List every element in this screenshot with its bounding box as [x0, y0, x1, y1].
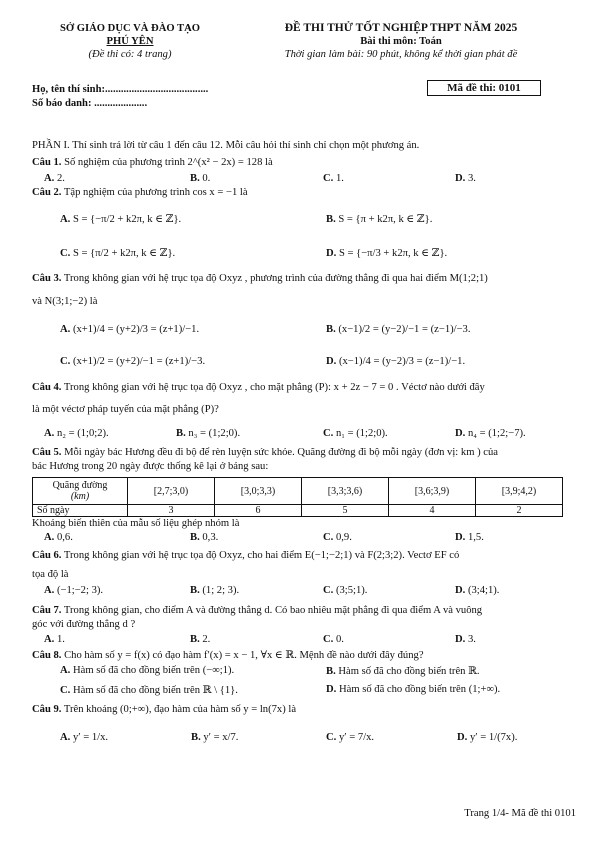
q4-option-d[interactable]: D. n₄ = (1;2;−7). — [455, 428, 526, 439]
province-name: PHÚ YÊN — [106, 36, 154, 47]
table-head-unit: (km) — [70, 491, 90, 502]
question-7 — [32, 605, 482, 616]
table-cell: 3 — [128, 505, 215, 517]
q7-option-d[interactable]: D. 3. — [455, 634, 476, 645]
question-text: Trong không gian với hệ trục tọa độ Oxyz , phương trình của đường thẳng đi qua hai điểm M(1;2;1) — [63, 273, 488, 284]
q1-option-c[interactable]: C. 1. — [323, 173, 344, 184]
option-letter: C. — [323, 532, 334, 543]
question-4 — [32, 382, 485, 393]
question-label: Câu 2. — [32, 187, 62, 198]
question-5-cont: bác Hương trong 20 ngày được thống kê lại ở bảng sau: — [32, 461, 269, 472]
q7-option-a[interactable]: A. 1. — [44, 634, 65, 645]
q3-option-b[interactable]: B. (x−1)/2 = (y−2)/−1 = (z−1)/−3. — [326, 324, 471, 335]
table-head-text: Quãng đường — [52, 480, 108, 491]
q3-option-c[interactable]: C. (x+1)/2 = (y+2)/−1 = (z+1)/−3. — [60, 356, 206, 367]
option-letter: D. — [455, 428, 466, 439]
q4-option-b[interactable]: B. n₃ = (1;2;0). — [176, 428, 241, 439]
option-letter: A. — [44, 173, 55, 184]
option-letter: D. — [326, 248, 337, 259]
q9-option-c[interactable]: C. y′ = 7/x. — [326, 732, 375, 743]
q3-option-d[interactable]: D. (x−1)/4 = (y−2)/3 = (z−1)/−1. — [326, 356, 466, 367]
question-3-cont: và N(3;1;−2) là — [32, 296, 98, 307]
q4-option-c[interactable]: C. n₁ = (1;2;0). — [323, 428, 388, 439]
option-letter: B. — [326, 666, 336, 677]
q5-option-c[interactable]: C. 0,9. — [323, 532, 352, 543]
q1-option-d[interactable]: D. 3. — [455, 173, 476, 184]
distance-table — [32, 477, 563, 517]
question-5-prompt: Khoảng biến thiên của mẫu số liệu ghép nhóm là — [32, 518, 240, 529]
option-letter: B. — [326, 324, 336, 335]
option-letter: A. — [60, 665, 71, 676]
q6-option-c[interactable]: C. (3;5;1). — [323, 585, 368, 596]
option-letter: B. — [190, 585, 200, 596]
option-letter: A. — [44, 428, 55, 439]
question-6 — [32, 550, 459, 561]
candidate-name-label: Họ, tên thí sinh:....................................... — [32, 84, 209, 95]
candidate-id-label: Số báo danh: .................... — [32, 98, 148, 109]
q2-option-b[interactable]: B. S = {π + k2π, k ∈ ℤ}. — [326, 214, 433, 225]
table-row — [33, 478, 563, 505]
q8-option-c[interactable]: C. Hàm số đã cho đồng biến trên ℝ \ {1}. — [60, 685, 238, 696]
question-text: Cho hàm số y = f(x) có đạo hàm f′(x) = x − 1, ∀x ∈ ℝ. Mệnh đề nào dưới đây đúng? — [64, 650, 424, 661]
table-cell: 5 — [302, 505, 389, 517]
q1-option-a[interactable]: A. 2. — [44, 173, 65, 184]
question-label: Câu 4. — [32, 382, 62, 393]
question-text: Số nghiệm của phương trình 2^(x² − 2x) = 128 là — [64, 157, 273, 168]
table-cell: 2 — [476, 505, 563, 517]
question-9 — [32, 704, 296, 715]
option-letter: C. — [326, 732, 337, 743]
table-cell: [2,7;3,0) — [128, 478, 215, 505]
q7-option-c[interactable]: C. 0. — [323, 634, 344, 645]
part1-instruction — [32, 140, 419, 151]
option-letter: D. — [326, 684, 337, 695]
q6-option-a[interactable]: A. (−1;−2; 3). — [44, 585, 104, 596]
option-letter: B. — [326, 214, 336, 225]
q5-option-d[interactable]: D. 1,5. — [455, 532, 484, 543]
option-letter: B. — [190, 173, 200, 184]
question-8 — [32, 649, 424, 661]
option-letter: C. — [323, 634, 334, 645]
table-header-cell: Số ngày — [33, 505, 128, 517]
option-letter: A. — [60, 324, 71, 335]
q6-option-b[interactable]: B. (1; 2; 3). — [190, 585, 240, 596]
exam-code-box: Mã đề thi: 0101 — [427, 80, 541, 96]
question-label: Câu 5. — [32, 447, 62, 458]
q6-option-d[interactable]: D. (3;4;1). — [455, 585, 500, 596]
table-row — [33, 505, 563, 517]
q7-option-b[interactable]: B. 2. — [190, 634, 211, 645]
option-letter: D. — [455, 173, 466, 184]
question-label: Câu 7. — [32, 605, 62, 616]
question-label: Câu 6. — [32, 550, 62, 561]
question-7-cont: góc với đường thẳng d ? — [32, 619, 136, 630]
question-1 — [32, 157, 273, 168]
option-letter: C. — [60, 248, 71, 259]
table-header-cell — [33, 478, 128, 505]
question-label: Câu 9. — [32, 704, 62, 715]
q8-option-d[interactable]: D. Hàm số đã cho đồng biến trên (1;+∞). — [326, 684, 501, 695]
option-letter: D. — [455, 634, 466, 645]
q9-option-b[interactable]: B. y′ = x/7. — [191, 732, 239, 743]
question-5 — [32, 447, 498, 458]
option-letter: C. — [323, 173, 334, 184]
question-label: Câu 1. — [32, 157, 62, 168]
q2-option-c[interactable]: C. S = {π/2 + k2π, k ∈ ℤ}. — [60, 248, 176, 259]
table-cell: [3,3;3,6) — [302, 478, 389, 505]
option-letter: D. — [457, 732, 468, 743]
option-letter: C. — [60, 685, 71, 696]
option-letter: B. — [176, 428, 186, 439]
question-text: Trong không gian với hệ trục tọa độ Oxyz, cho hai điểm E(−1;−2;1) và F(2;3;2). Vectơ EF có — [63, 550, 460, 561]
question-label: Câu 3. — [32, 273, 62, 284]
question-text: Tập nghiệm của phương trình cos x = −1 là — [63, 187, 248, 198]
option-letter: C. — [323, 585, 334, 596]
q4-option-a[interactable]: A. n₂ = (1;0;2). — [44, 428, 109, 439]
option-letter: D. — [455, 532, 466, 543]
exam-time: Thời gian làm bài: 90 phút, không kể thời gian phát đề — [284, 49, 518, 60]
question-text: Trong không gian với hệ trục tọa độ Oxyz , cho mặt phẳng (P): x + 2z − 7 = 0 . Véctơ nào dưới đây — [63, 382, 485, 393]
page-footer: Trang 1/4- Mã đề thi 0101 — [464, 808, 576, 819]
exam-title: ĐỀ THI THỬ TỐT NGHIỆP THPT NĂM 2025 — [284, 22, 518, 34]
table-cell: [3,0;3,3) — [215, 478, 302, 505]
table-cell: 6 — [215, 505, 302, 517]
option-letter: A. — [44, 634, 55, 645]
dept-name: SỞ GIÁO DỤC VÀ ĐÀO TẠO — [60, 23, 200, 34]
option-letter: C. — [60, 356, 71, 367]
option-letter: C. — [323, 428, 334, 439]
q2-option-a[interactable]: A. S = {−π/2 + k2π, k ∈ ℤ}. — [60, 214, 182, 225]
q5-option-b[interactable]: B. 0,3. — [190, 532, 219, 543]
question-text: Mỗi ngày bác Hương đều đi bộ để rèn luyện sức khỏe. Quãng đường đi bộ mỗi ngày (đơn vị: km ) của — [64, 447, 498, 458]
option-letter: A. — [44, 585, 55, 596]
question-text: Trên khoảng (0;+∞), đạo hàm của hàm số y = ln(7x) là — [63, 704, 297, 715]
exam-subject: Bài thi môn: Toán — [360, 36, 442, 47]
q2-option-d[interactable]: D. S = {−π/3 + k2π, k ∈ ℤ}. — [326, 248, 448, 259]
option-letter: A. — [60, 732, 71, 743]
q8-option-a[interactable]: A. Hàm số đã cho đồng biến trên (−∞;1). — [60, 665, 235, 676]
option-letter: D. — [455, 585, 466, 596]
exam-header — [238, 22, 564, 61]
question-3 — [32, 273, 488, 284]
table-cell: 4 — [389, 505, 476, 517]
part1-text: PHẦN I. Thí sinh trả lời từ câu 1 đến câu 12. Mỗi câu hỏi thí sinh chỉ chọn một phương án. — [32, 140, 420, 151]
q8-option-b[interactable]: B. Hàm số đã cho đồng biến trên ℝ. — [326, 666, 480, 677]
option-letter: A. — [60, 214, 71, 225]
table-cell: [3,9;4,2) — [476, 478, 563, 505]
q5-option-a[interactable]: A. 0,6. — [44, 532, 73, 543]
question-4-cont: là một véctơ pháp tuyến của mặt phẳng (P)? — [32, 404, 219, 415]
question-6-cont: tọa độ là — [32, 569, 69, 580]
pages-note: (Đề thi có: 4 trang) — [88, 49, 172, 60]
option-letter: A. — [44, 532, 55, 543]
q3-option-a[interactable]: A. (x+1)/4 = (y+2)/3 = (z+1)/−1. — [60, 324, 200, 335]
option-letter: B. — [190, 634, 200, 645]
option-letter: B. — [190, 532, 200, 543]
question-2 — [32, 187, 248, 198]
q9-option-a[interactable]: A. y′ = 1/x. — [60, 732, 109, 743]
option-letter: B. — [191, 732, 201, 743]
option-letter: D. — [326, 356, 337, 367]
question-label: Câu 8. — [32, 650, 62, 661]
q9-option-d[interactable]: D. y′ = 1/(7x). — [457, 732, 518, 743]
q1-option-b[interactable]: B. 0. — [190, 173, 211, 184]
table-cell: [3,6;3,9) — [389, 478, 476, 505]
question-text: Trong không gian, cho điểm A và đường thẳng d. Có bao nhiêu mặt phẳng đi qua điểm A và vuông — [63, 605, 483, 616]
school-header — [40, 22, 220, 61]
